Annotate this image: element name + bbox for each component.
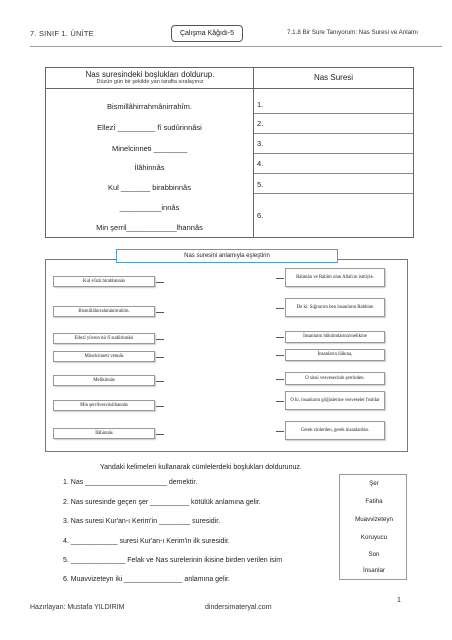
match-left-dash	[156, 339, 164, 340]
verse-line: İlâhinnâs	[134, 163, 165, 172]
match-left-item: Melikinnâs	[53, 375, 155, 386]
section1-subtitle: Düzün gün bir şekilde yan tarafta sıralayınız	[96, 79, 204, 85]
verse-line: Min şerril____________lhannâs	[96, 223, 203, 232]
question-item: 2. Nas suresinde geçen şer __________ kötülük anlamına gelir.	[63, 499, 261, 506]
verse-line: Kul _______ birabbinnâs	[108, 183, 191, 192]
match-right-item: De ki: Sığınırım ben insanların Rabbine	[285, 298, 385, 317]
worksheet-title: Çalışma Kâğıdı-5	[171, 25, 243, 42]
section1-title: Nas suresindeki boşlukları doldurup.	[85, 70, 215, 79]
fill-order-table	[45, 67, 414, 238]
verse-line: Ellezî _________ fî sudûrinnâsi	[97, 123, 202, 132]
question-item: 5. ______________ Felak ve Nas surelerinin ikisine birden verilen isim	[63, 557, 283, 564]
word-bank-item: İnsanlar	[362, 567, 385, 574]
match-right-item: O ki, insanların göğüslerine vesveseler fısıldar	[285, 391, 385, 410]
word-bank-item: Şer	[369, 480, 379, 487]
order-row[interactable]: 3.	[254, 134, 413, 154]
verse-line: Minelcinneti ________	[111, 144, 188, 153]
match-left-dash	[156, 434, 164, 435]
match-right-item: İnsanların ilâhına,	[285, 349, 385, 361]
section2-title: Nas suresini anlamıyla eşleştirin	[116, 249, 338, 263]
match-left-item: Min şerrilvesvâsilhannâs	[53, 400, 155, 411]
verse-line: Bismillâhirrahmânirrahîm.	[106, 102, 193, 111]
header-divider	[30, 46, 442, 47]
match-left-item: Bismillâhirrahmânirrahîm.	[53, 306, 155, 317]
match-left-item: Minelcinneti vennâs	[53, 351, 155, 362]
match-left-item: İlâhinnâs	[53, 428, 155, 439]
question-item: 6. Muavvizeteyn iki _______________ anlamına gelir.	[63, 576, 230, 583]
question-item: 3. Nas suresi Kur'an-ı Kerim'in ________ suresidir.	[63, 518, 221, 525]
word-bank-item: Koruyucu	[360, 534, 388, 541]
match-right-dash	[276, 401, 284, 402]
match-right-item: İnsanların hükümdarına/melikine	[285, 331, 385, 343]
match-left-dash	[156, 312, 164, 313]
order-row[interactable]: 2.	[254, 114, 413, 134]
order-row[interactable]: 4.	[254, 154, 413, 174]
order-row[interactable]: 6.	[257, 211, 264, 220]
match-left-item: Kul e'ûzü birabbinnâs	[53, 276, 155, 287]
order-row[interactable]: 5.	[254, 174, 413, 194]
match-left-item: Ellezî yûvesvisü fî sudûrinnâsi	[53, 333, 155, 344]
author-credit: Hazırlayan: Mustafa YILDIRIM	[30, 604, 125, 611]
match-right-item: O sinsi vesvesecinin şerrinden.	[285, 372, 385, 385]
match-right-item: Gerek cinlerden, gerek insanlardan.	[285, 421, 385, 440]
match-right-dash	[276, 337, 284, 338]
word-bank	[339, 474, 407, 580]
match-right-dash	[276, 431, 284, 432]
verse-line: __________innâs	[119, 203, 180, 212]
match-right-item: Rahmân ve Rahîm olan Allah'ın ismiyle.	[285, 268, 385, 287]
word-bank-item: Son	[368, 551, 380, 558]
section1-right-title: Nas Suresi	[313, 73, 354, 82]
match-left-dash	[156, 381, 164, 382]
section3-instruction: Yandaki kelimeleri kullanarak cümlelerdeki boşlukları doldurunuz.	[100, 464, 302, 471]
match-left-dash	[156, 406, 164, 407]
match-left-dash	[156, 282, 164, 283]
match-right-dash	[276, 379, 284, 380]
site-credit: dindersimateryal.com	[205, 604, 272, 611]
table-header-divider	[46, 88, 413, 89]
grade-unit-label: 7. SINIF 1. ÜNİTE	[30, 29, 94, 38]
page-number: 1	[397, 597, 401, 604]
word-bank-item: Muavvizeteyn	[355, 516, 393, 523]
topic-label: 7.1.8 Bir Sure Tanıyorum: Nas Suresi ve Anlamı	[287, 29, 418, 36]
match-right-dash	[276, 308, 284, 309]
match-right-dash	[276, 278, 284, 279]
word-bank-item: Fatiha	[365, 498, 383, 505]
match-right-dash	[276, 355, 284, 356]
order-row[interactable]: 1.	[254, 96, 413, 114]
match-left-dash	[156, 357, 164, 358]
question-item: 4. ____________ suresi Kur'an-ı Kerim'in ilk suresidir.	[63, 538, 230, 545]
question-item: 1. Nas _____________________ demektir.	[63, 479, 198, 486]
